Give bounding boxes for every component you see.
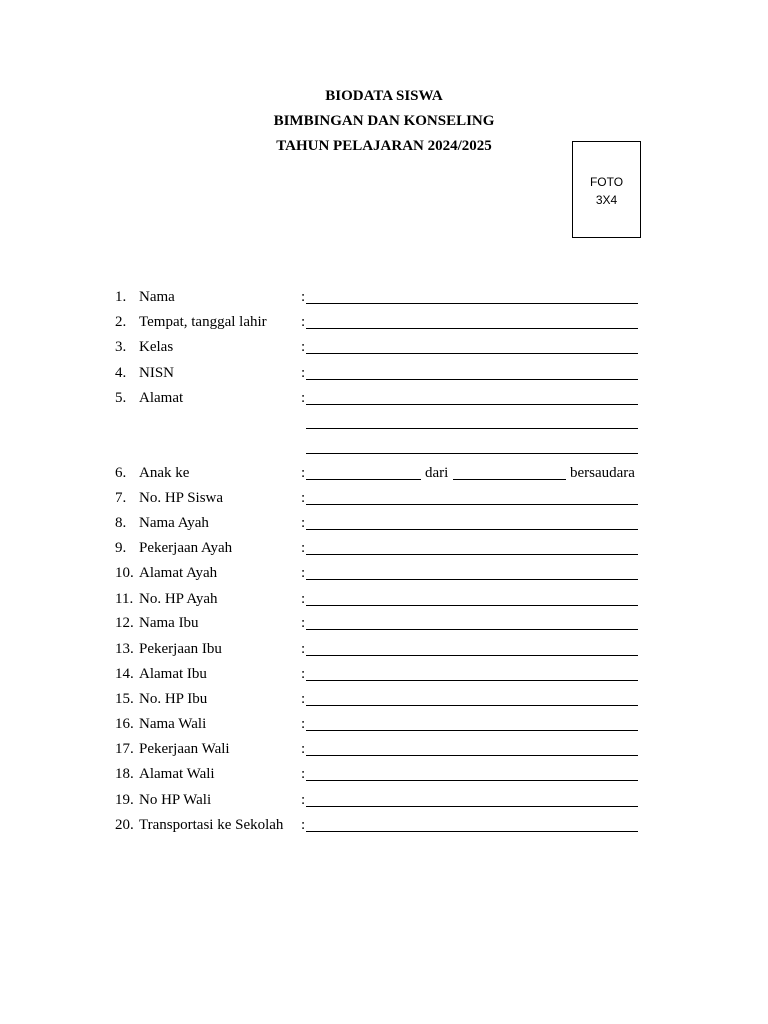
field-row xyxy=(0,790,768,810)
field-label: Nama xyxy=(139,289,175,305)
field-input-line[interactable] xyxy=(306,379,638,380)
field-colon: : xyxy=(301,314,306,330)
field-colon: : xyxy=(301,615,306,631)
field-colon: : xyxy=(301,490,306,506)
field-number: 14. xyxy=(115,666,134,682)
field-number: 11. xyxy=(115,591,134,607)
field-row xyxy=(0,363,768,383)
field-input-line[interactable] xyxy=(306,655,638,656)
address-extra-line[interactable] xyxy=(306,428,638,429)
field-number: 16. xyxy=(115,716,134,732)
sibling-count-input-line[interactable] xyxy=(453,479,566,480)
field-colon: : xyxy=(301,390,306,406)
field-input-line[interactable] xyxy=(306,303,638,304)
field-colon: : xyxy=(301,365,306,381)
field-row xyxy=(0,488,768,508)
field-number: 2. xyxy=(115,314,127,330)
field-label: Alamat Ayah xyxy=(139,565,218,581)
field-colon: : xyxy=(301,792,306,808)
field-row xyxy=(0,639,768,659)
field-colon: : xyxy=(301,465,306,481)
field-row xyxy=(0,664,768,684)
address-extra-line[interactable] xyxy=(306,453,638,454)
field-label: Alamat xyxy=(139,390,184,406)
field-number: 17. xyxy=(115,741,134,757)
field-colon: : xyxy=(301,289,306,305)
field-label: Kelas xyxy=(139,339,174,355)
field-label: No HP Wali xyxy=(139,792,212,808)
field-label: Anak ke xyxy=(139,465,190,481)
field-label: Nama Ayah xyxy=(139,515,209,531)
field-input-line[interactable] xyxy=(306,353,638,354)
field-input-line[interactable] xyxy=(306,579,638,580)
field-row xyxy=(0,739,768,759)
field-colon: : xyxy=(301,540,306,556)
field-row xyxy=(0,287,768,307)
field-colon: : xyxy=(301,741,306,757)
field-input-line[interactable] xyxy=(306,755,638,756)
field-label: Nama Wali xyxy=(139,716,207,732)
field-label: Tempat, tanggal lahir xyxy=(139,314,267,330)
field-input-line[interactable] xyxy=(306,680,638,681)
field-input-line[interactable] xyxy=(306,328,638,329)
field-input-line[interactable] xyxy=(306,806,638,807)
field-row xyxy=(0,563,768,583)
document-title: BIODATA SISWA xyxy=(325,88,443,104)
field-label: No. HP Siswa xyxy=(139,490,224,506)
field-colon: : xyxy=(301,691,306,707)
field-row xyxy=(0,538,768,558)
field-input-line[interactable] xyxy=(306,629,638,630)
field-row xyxy=(0,714,768,734)
field-number: 4. xyxy=(115,365,127,381)
field-colon: : xyxy=(301,766,306,782)
field-number: 20. xyxy=(115,817,134,833)
field-number: 3. xyxy=(115,339,127,355)
field-row xyxy=(0,764,768,784)
field-number: 15. xyxy=(115,691,134,707)
field-label: Alamat Ibu xyxy=(139,666,207,682)
field-colon: : xyxy=(301,817,306,833)
field-colon: : xyxy=(301,565,306,581)
field-label: Nama Ibu xyxy=(139,615,199,631)
field-connector: dari xyxy=(425,465,449,481)
field-number: 9. xyxy=(115,540,127,556)
field-row xyxy=(0,337,768,357)
field-input-line[interactable] xyxy=(306,404,638,405)
field-colon: : xyxy=(301,716,306,732)
child-order-input-line[interactable] xyxy=(306,479,421,480)
field-label: Pekerjaan Wali xyxy=(139,741,230,757)
document-subtitle: BIMBINGAN DAN KONSELING xyxy=(273,113,495,129)
academic-year: TAHUN PELAJARAN 2024/2025 xyxy=(276,138,492,154)
field-colon: : xyxy=(301,591,306,607)
field-colon: : xyxy=(301,515,306,531)
field-number: 8. xyxy=(115,515,127,531)
field-row xyxy=(0,689,768,709)
field-number: 7. xyxy=(115,490,127,506)
field-input-line[interactable] xyxy=(306,504,638,505)
field-number: 12. xyxy=(115,615,134,631)
field-input-line[interactable] xyxy=(306,831,638,832)
field-number: 18. xyxy=(115,766,134,782)
field-number: 1. xyxy=(115,289,127,305)
photo-label: FOTO xyxy=(589,175,624,189)
field-number: 6. xyxy=(115,465,127,481)
field-input-line[interactable] xyxy=(306,780,638,781)
field-label: No. HP Ayah xyxy=(139,591,218,607)
field-input-line[interactable] xyxy=(306,605,638,606)
field-number: 5. xyxy=(115,390,127,406)
field-input-line[interactable] xyxy=(306,705,638,706)
field-label: NISN xyxy=(139,365,175,381)
field-suffix: bersaudara xyxy=(570,465,635,481)
field-number: 13. xyxy=(115,641,134,657)
field-row xyxy=(0,589,768,609)
field-colon: : xyxy=(301,339,306,355)
field-number: 19. xyxy=(115,792,134,808)
field-row-sibling xyxy=(0,463,768,483)
field-label: No. HP Ibu xyxy=(139,691,208,707)
field-label: Pekerjaan Ayah xyxy=(139,540,233,556)
field-label: Alamat Wali xyxy=(139,766,215,782)
field-label: Pekerjaan Ibu xyxy=(139,641,222,657)
field-colon: : xyxy=(301,666,306,682)
field-input-line[interactable] xyxy=(306,529,638,530)
field-row xyxy=(0,513,768,533)
field-row xyxy=(0,613,768,633)
field-row xyxy=(0,312,768,332)
field-colon: : xyxy=(301,641,306,657)
field-input-line[interactable] xyxy=(306,730,638,731)
field-input-line[interactable] xyxy=(306,554,638,555)
field-label: Transportasi ke Sekolah xyxy=(139,817,284,833)
field-row xyxy=(0,388,768,408)
field-row xyxy=(0,815,768,835)
photo-size-label: 3X4 xyxy=(595,193,618,207)
field-number: 10. xyxy=(115,565,134,581)
